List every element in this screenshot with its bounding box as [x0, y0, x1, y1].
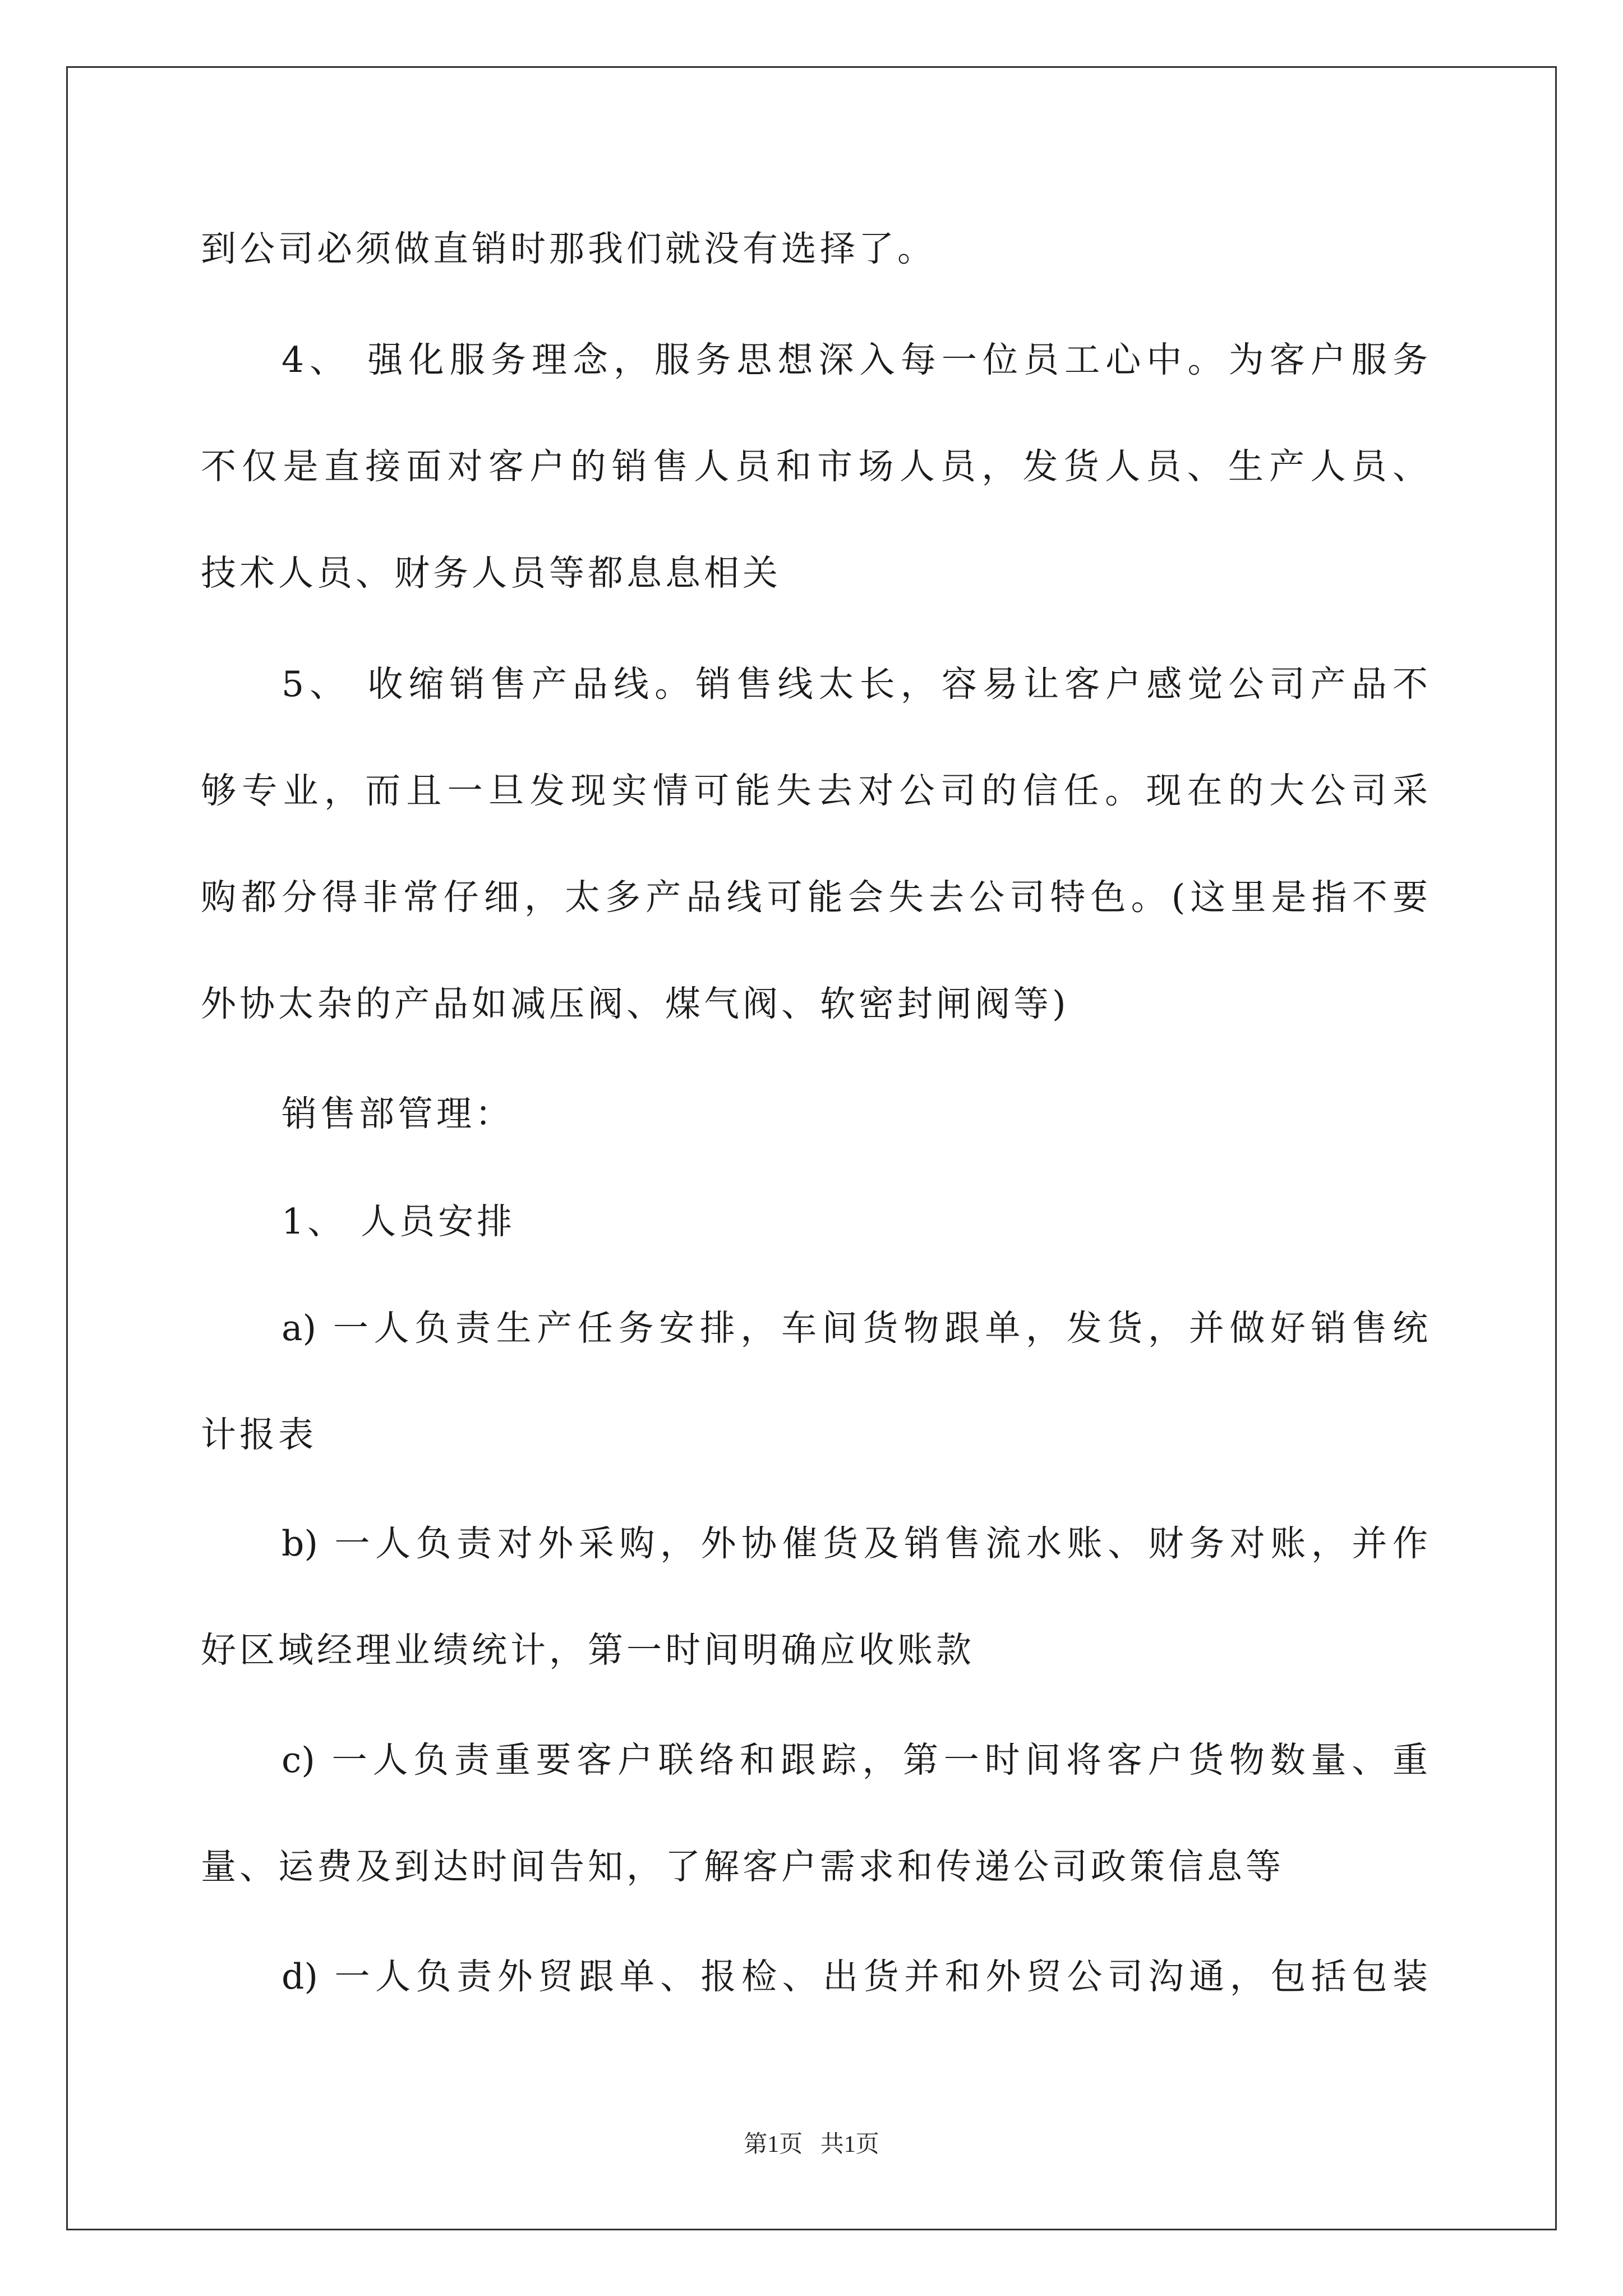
paragraph-line: b) 一人负责对外采购，外协催货及销售流水账、财务对账，并作 [282, 1523, 1428, 1564]
paragraph-line: 量、运费及到达时间告知，了解客户需求和传递公司政策信息等 [201, 1846, 1284, 1887]
paragraph-line: 到公司必须做直销时那我们就没有选择了。 [201, 228, 936, 269]
paragraph-line: 5、 收缩销售产品线。销售线太长，容易让客户感觉公司产品不 [282, 664, 1428, 705]
paragraph-line: 技术人员、财务人员等都息息相关 [201, 553, 781, 593]
section-heading: 销售部管理： [282, 1093, 514, 1134]
paragraph-line: 外协太杂的产品如减压阀、煤气阀、软密封闸阀等) [201, 983, 1069, 1024]
list-item-heading: 1、 人员安排 [282, 1201, 516, 1242]
paragraph-line: 够专业，而且一旦发现实情可能失去对公司的信任。现在的大公司采 [201, 770, 1428, 811]
page-border [66, 66, 1557, 2230]
paragraph-line: a) 一人负责生产任务安排，车间货物跟单，发货，并做好销售统 [282, 1308, 1428, 1349]
paragraph-line: 好区域经理业绩统计，第一时间明确应收账款 [201, 1630, 975, 1671]
page-footer: 第1页 共1页 [744, 2132, 879, 2157]
paragraph-line: 不仅是直接面对客户的销售人员和市场人员，发货人员、生产人员、 [201, 446, 1428, 487]
paragraph-line: d) 一人负责外贸跟单、报检、出货并和外贸公司沟通，包括包装 [282, 1956, 1428, 1997]
paragraph-line: c) 一人负责重要客户联络和跟踪，第一时间将客户货物数量、重 [282, 1740, 1428, 1780]
paragraph-line: 计报表 [201, 1414, 317, 1455]
paragraph-line: 购都分得非常仔细，太多产品线可能会失去公司特色。(这里是指不要 [201, 877, 1428, 918]
paragraph-line: 4、 强化服务理念，服务思想深入每一位员工心中。为客户服务 [282, 339, 1428, 380]
